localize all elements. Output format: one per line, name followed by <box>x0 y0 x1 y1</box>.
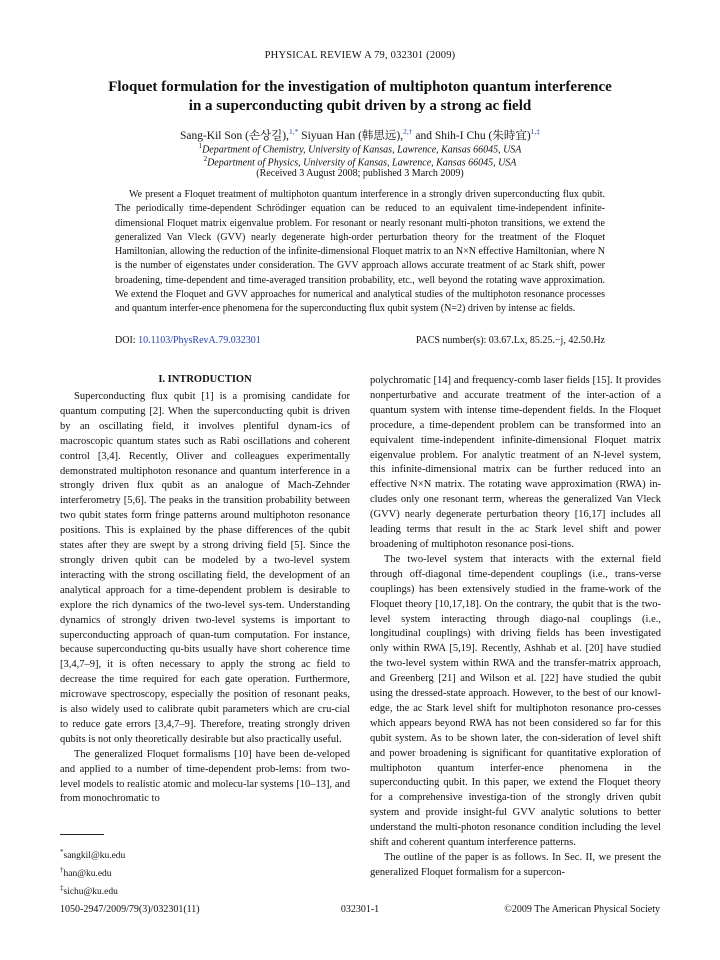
footnotes <box>60 845 125 899</box>
pacs-numbers: PACS number(s): 03.67.Lx, 85.25.−j, 42.50.Hz <box>415 335 605 346</box>
author-2-marks[interactable]: 2,† <box>403 127 413 137</box>
footer-page-number: 032301-1 <box>340 904 380 915</box>
footer-copyright: ©2009 The American Physical Society <box>504 904 660 915</box>
doi-line <box>115 335 261 346</box>
author-list <box>0 127 720 143</box>
paper-title <box>70 78 650 116</box>
author-3: and Shih-I Chu (朱時宜) <box>412 130 531 142</box>
author-3-marks[interactable]: 1,‡ <box>530 127 541 137</box>
journal-header: PHYSICAL REVIEW A 79, 032301 (2009) <box>264 50 456 61</box>
abstract: We present a Floquet treatment of multiphoton quantum interference in a strongly driven superconducting flux qubit. The periodically time-dependent Schrödinger equation can be reduced to an equivalent time-independent infinite-dimensional Floquet matrix eigenvalue problem. For resonant or nearly resonant multi-photon transitions, we extend the generalized Van Vleck (GVV) nearly degenerate high-order perturbation theory for the treatment of the Floquet Hamiltonian, allowing the reduction of the infinite-dimensional Floquet matrix to an N×N effective Hamiltonian, where N is the number of eigenstates under consideration. The GVV approach allows accurate treatment of ac Stark shift, power broadening, time-dependent and time-averaged transition probability, etc., well beyond the rotating wave approximation. We extend the Floquet and GVV approaches for numerical and analytical studies of the multiphoton resonance processes and quantum interfer-ence phenomena for the superconducting flux qubit system (N=2) driven by intense ac fields. <box>115 189 605 315</box>
affiliation-1: $^1$Department of Chemistry, University of Kansas, Lawrence, Kansas 66045, USA <box>198 142 522 156</box>
title-line-1: Floquet formulation for the investigation of multiphoton quantum interference <box>108 79 612 95</box>
footnote-divider <box>60 834 104 835</box>
author-1: Sang-Kil Son (손상길), <box>179 130 289 142</box>
section-heading-introduction: I. INTRODUCTION <box>158 374 252 385</box>
right-column-body <box>370 374 661 890</box>
footnote-2: †han@ku.edu <box>60 866 112 880</box>
footer-issn: 1050-2947/2009/79(3)/032301(11) <box>60 904 200 915</box>
doi-label: DOI: <box>115 335 139 346</box>
author-1-marks[interactable]: 1,* <box>288 127 299 137</box>
paragraph: polychromatic [14] and frequency-comb laser fields [15]. It provides nonperturbative and accurate treatment of the inter-action of a quantum system with intense time-dependent fields. In the Floquet procedure, a time-dependent problem can be transformed into an equivalent time-independent infinite-dimensional Floquet matrix eigenvalue problem. For analytic treatment of an N-level system, this infinite-dimensional matrix can be further reduced into an effective N×N matrix. The rotating wave approximation (RWA) in-cludes only one resonant term, whereas the generalized Van Vleck (GVV) nearly degenerate perturbation theory [16,17] includes all leading terms that result in the ac Stark level shift and power broadening of multiphoton resonance posi-tions. <box>370 375 661 550</box>
left-column-body <box>60 390 350 808</box>
doi-link[interactable]: 10.1103/PhysRevA.79.032301 <box>138 335 261 346</box>
received-date: (Received 3 August 2008; published 3 March 2009) <box>256 168 464 179</box>
paragraph: The two-level system that interacts with the external field through off-diagonal time-dependent couplings (i.e., trans-verse couplings) has been extensively studied in the frame-work of the Floquet theory [10,17,18]. On the contrary, the qubit that is the two-level system interacting through diago-nal couplings (i.e., longitudinal couplings) with driving fields has been investigated only within RWA [5,19]. Recently, Ashhab et al. [20] have studied the two-level system within RWA and the transfer-matrix approach, and Greenberg [21] and Wilson et al. [22] have studied the qubit using the dressed-state approach. However, to the best of our knowl-edge, the ac Stark level shift for multiphoton resonance pro-cesses which appears beyond RWA has not been considered so far for this qubit system. As to be shown later, the con-sideration of level shift and power broadening is significant for quantitative exploration of multiphoton quantum interfer-ence phenomena in the superconducting qubit. In this paper, we extend the Floquet theory for a comprehensive investiga-tion of the strongly driven qubit system and provide insight-ful GVV analytic solutions to better understand the multi-photon resonance condition including the level shift and coherent quantum interference patterns. <box>370 553 661 849</box>
paragraph: The outline of the paper is as follows. In Sec. II, we present the generalized Floquet formalism for a supercon- <box>370 852 661 878</box>
paragraph: Superconducting flux qubit [1] is a promising candidate for quantum computing [2]. When the superconducting qubit is driven by an oscillating field, it involves plentiful dynam-ics of macroscopic quantum states such as Rabi oscillations and coherent control [3,4]. Recently, Oliver and colleagues experimentally demonstrated multiphoton resonance and quantum interference in a strongly driven flux qubit as an analogue of Mach-Zehnder interferometry [5,6]. The peaks in the transition probability between two qubit states form fringe patterns around multiphoton resonance positions. This is explained by the phase differences of the qubit states after they are swept by a strong driving field [5]. Since the strongly driven qubit can be modeled by a two-level system interacting with the strong oscillating field, the development of an analytical approach for a time-dependent problem is desirable to explore the rich dynamics of the two-level sys-tem. Understanding dynamics of strongly driven two-level systems is important to superconducting approach of quan-tum computation. For instance, because superconducting qu-bits usually have short coherence time [3,4,7–9], it is often necessary to apply the strong ac field to decrease the time required for each gate operation. Furthermore, microwave spectroscopy, especially the position of resonant peaks, is also widely used to calibrate qubit parameters which are cru-cial to reduce gate errors [3,4,7–9]. Therefore, treating strongly driven qubits is not only theoretically desirable but also practically useful. <box>60 391 350 745</box>
footnote-1: *sangkil@ku.edu <box>60 848 126 862</box>
title-line-2: in a superconducting qubit driven by a strong ac field <box>188 98 532 114</box>
paragraph: The generalized Floquet formalisms [10] have been de-veloped and applied to a number of time-dependent prob-lems: from two-level models to realistic atomic and molecu-lar systems [10–13], and from monochromatic to <box>60 748 350 805</box>
footnote-3: ‡sichu@ku.edu <box>60 884 118 898</box>
affiliation-2: $^2$Department of Physics, University of Kansas, Lawrence, Kansas 66045, USA <box>203 155 517 169</box>
author-2: Siyuan Han (韩思远), <box>298 130 404 142</box>
